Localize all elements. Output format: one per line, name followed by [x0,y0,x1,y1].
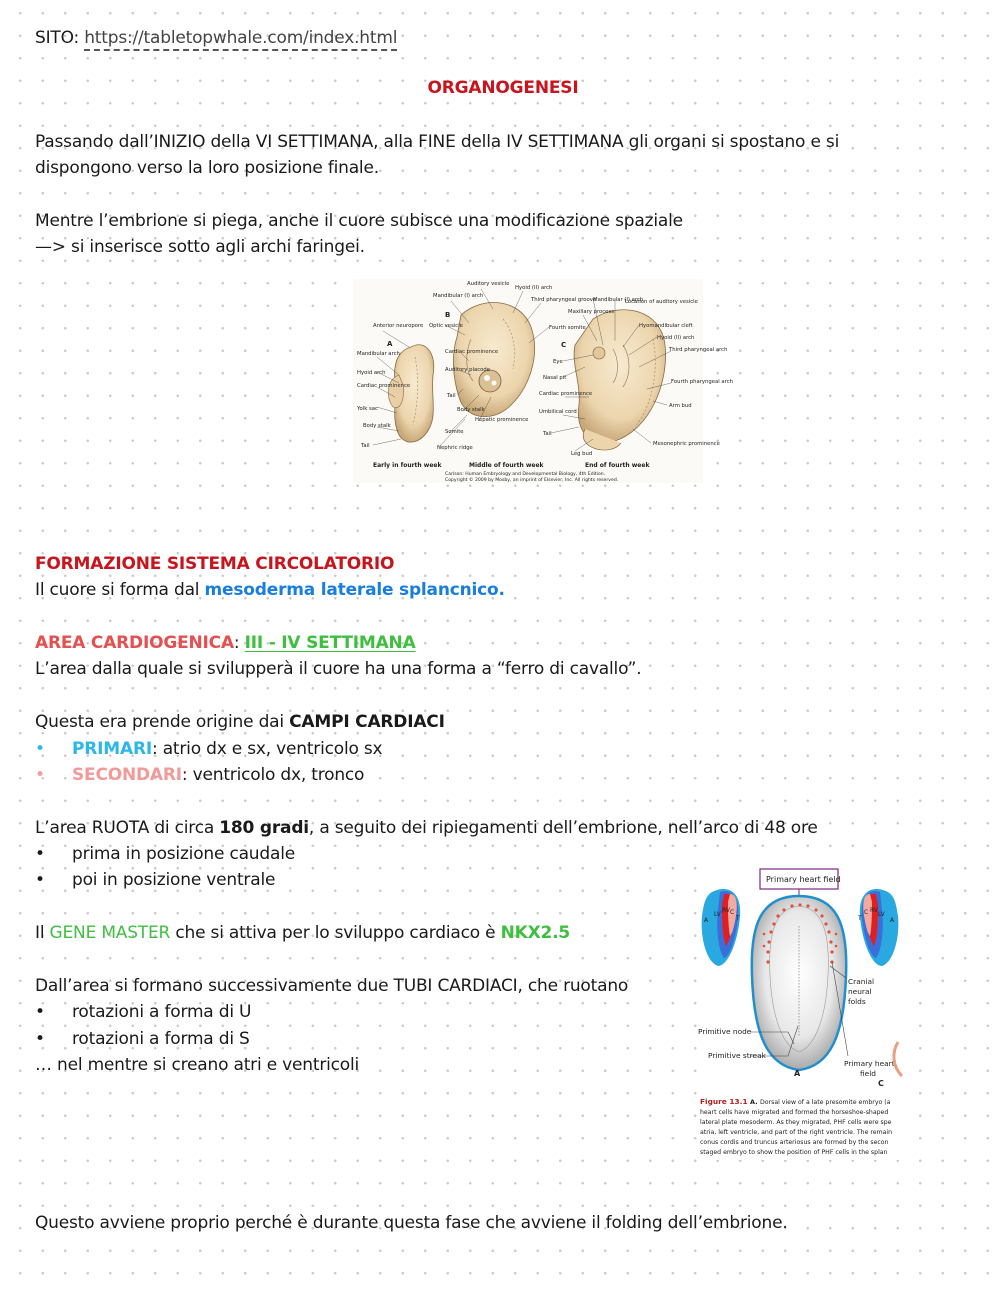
circ-origin-text: Il cuore si forma dal [35,580,205,600]
label-b-0: Mandibular (I) arch [433,293,484,299]
cranial-label-3: folds [848,997,866,1006]
label-a-3: Cardiac prominence [357,383,411,389]
gene-line [35,922,570,944]
heart-field-figure [698,866,902,1160]
intro-paragraph-2a: Mentre l’embrione si piega, anche il cuore subisce una modificazione spaziale [35,211,683,231]
cranial-label-1: Cranial [848,977,875,986]
rotation-text-b: , a seguito dei ripiegamenti dell’embrione, nell’arco di 48 ore [308,818,818,838]
intro-paragraph-1b: dispongono verso la loro posizione finale. [35,158,379,178]
rotation-bold: 180 gradi [219,818,309,838]
label-b-7: Fourth somite [549,325,586,331]
tubes-intro: Dall’area si formano successivamente due TUBI CARDIACI, che ruotano [35,976,629,996]
figure1-caption-1: Carlson: Human Embryology and Developmental Biology, 4th Edition. [445,472,606,477]
intro-paragraph-1a: Passando dall’INIZIO della VI SETTIMANA, alla FINE della IV SETTIMANA gli organi si spostano e si [35,132,840,152]
left-t-label: T [736,915,740,922]
figure2-caption-line-1: heart cells have migrated and formed the horseshoe-shaped [700,1109,889,1116]
site-label: SITO: [35,28,79,48]
page-title: ORGANOGENESI [427,78,579,98]
bullet-tubes-1: • [35,1002,45,1022]
label-c-14: Leg bud [571,451,593,457]
gene-text-a: Il [35,923,50,943]
figure2-caption-line-2: lateral plate mesoderm. As they migrated, PHF cells were spe [700,1119,892,1126]
label-c-4: Hyoid (II) arch [657,335,695,341]
primitive-node-label: Primitive node [698,1027,752,1036]
tubes-item-1-text: rotazioni a forma di U [72,1002,252,1022]
label-a-1: Mandibular arch [357,351,400,357]
circ-origin-bold: mesoderma laterale splancnico. [204,580,505,600]
figure2-caption-line-5: staged embryo to show the position of PHF cells in the splan [700,1149,888,1156]
secondari-label: SECONDARI [72,765,182,785]
label-b-10: Hepatic prominence [475,417,529,423]
phf-label-2: field [860,1069,876,1078]
label-c-3: Hyomandibular cleft [639,323,693,329]
label-c-8: Fourth pharyngeal arch [671,379,733,385]
tubes-item-2-text: rotazioni a forma di S [72,1029,250,1049]
label-c-11: Umbilical cord [539,409,577,415]
bullet-tubes-2: • [35,1029,45,1049]
gene-text-b: che si attiva per lo sviluppo cardiaco è [170,923,501,943]
primari-text: : atrio dx e sx, ventricolo sx [151,739,383,759]
label-b-3: Optic vesicle [429,323,463,329]
label-c-10: Arm bud [669,403,692,409]
right-t-label: T [858,915,862,922]
label-a-4: Yolk sac [357,406,378,412]
site-link[interactable]: https://tabletopwhale.com/index.html [84,28,397,51]
rotation-item-2 [35,869,275,891]
label-a-5: Body stalk [363,423,391,429]
rotation-item-2-text: poi in posizione ventrale [72,870,276,890]
letter-a-label: A [794,1069,801,1078]
right-lv-label: LV [878,911,885,918]
label-b-12: Nephric ridge [437,445,473,451]
label-b-9: Body stalk [457,407,485,413]
label-c-1: Location of auditory vesicle [625,299,698,305]
figure2-caption-line-4: conus cordis and truncus arteriosus are formed by the secon [700,1139,889,1146]
right-rv-label: RV [870,907,878,914]
gene-name: NKX2.5 [500,923,571,943]
label-b-2: Hyoid (II) arch [515,285,553,291]
embryo-c-drawing [574,310,666,450]
label-b-6: Auditory placode [445,367,490,373]
label-c-5: Third pharyngeal arch [669,347,728,353]
label-a-6: Tail [361,443,370,449]
right-a-label: A [890,917,895,924]
primari-label: PRIMARI [72,739,152,759]
embryo-a-drawing [388,345,434,442]
left-heart-field-colors [702,889,741,966]
circ-origin [35,579,505,601]
label-c-6: Eye [553,359,563,365]
left-rv-label: RV [722,907,730,914]
campi-intro-text: Questa era prende origine dai [35,712,290,732]
label-c-13: Mesonephric prominence [653,441,720,447]
label-b-4: Third pharyngeal groove [531,297,597,303]
embryo-stages-figure [353,279,733,483]
left-a-label: A [704,917,709,924]
letter-b: B [445,311,451,319]
letter-c: C [561,341,567,349]
label-c-12: Tail [543,431,552,437]
heart-field-illustration [698,866,902,1160]
label-c-9: Cardiac prominence [539,391,593,397]
figure2-caption-line-3: atria, left ventricle, and part of the right ventricle. The remain [700,1129,893,1136]
right-heart-field-colors [860,889,899,966]
stage-label-middle: Middle of fourth week [469,462,544,469]
label-b-8: Tail [447,393,456,399]
left-c-label: C [730,909,735,916]
figure2-caption-line-0: Dorsal view of a late presomite embryo (a [760,1099,891,1106]
area-line [35,632,416,654]
site-line [35,27,397,49]
rotation-text-a: L’area RUOTA di circa [35,818,220,838]
primitive-streak-label: Primitive streak [708,1051,766,1060]
bullet-primari: • [35,739,45,759]
cranial-label-2: neural [848,987,872,996]
stage-label-end: End of fourth week [585,462,650,469]
closing-sentence: Questo avviene proprio perché è durante questa fase che avviene il folding dell’embrione. [35,1213,788,1233]
rotation-item-1 [35,843,295,865]
figure2-caption-a: A. [750,1098,758,1106]
label-a-0: Anterior neuropore [373,323,424,329]
embryo-stages-illustration [353,279,733,483]
label-c-7: Nasal pit [543,375,567,381]
right-c-label: C [864,909,869,916]
stage-label-early: Early in fourth week [373,462,442,469]
bullet-secondari: • [35,765,45,785]
label-b-11: Somite [445,429,464,435]
label-b-5: Cardiac prominence [445,349,499,355]
rotation-line [35,817,818,839]
intro-paragraph-2b: —> si inserisce sotto agli archi faringei. [35,237,365,257]
campi-secondari [35,764,364,786]
figure2-caption-title: Figure 13.1 [700,1097,748,1106]
letter-a: A [387,340,393,348]
area-weeks: III - IV SETTIMANA [244,633,416,653]
label-b-1: Auditory vesicle [467,281,510,287]
label-a-2: Hyoid arch [357,370,386,376]
tubes-item-1 [35,1001,251,1023]
figure1-caption-2: Copyright © 2009 by Mosby, an imprint of Elsevier, Inc. All rights reserved. [445,478,619,483]
phf-label-1: Primary heart [844,1059,895,1068]
label-c-2: Maxillary process [568,309,614,315]
campi-primari [35,738,382,760]
bullet-rotation-1: • [35,844,45,864]
bullet-rotation-2: • [35,870,45,890]
campi-intro-bold: CAMPI CARDIACI [289,712,445,732]
secondari-text: : ventricolo dx, tronco [181,765,365,785]
campi-intro [35,711,445,733]
label-c-0: Mandibular (I) arch [593,297,644,303]
circ-heading: FORMAZIONE SISTEMA CIRCOLATORIO [35,554,395,574]
tubes-after: … nel mentre si creano atri e ventricoli [35,1055,360,1075]
area-shape: L’area dalla quale si svilupperà il cuore ha una forma a “ferro di cavallo”. [35,659,642,679]
primary-heart-field-label: Primary heart field [766,875,841,884]
tubes-item-2 [35,1028,250,1050]
area-sep: : [233,633,245,653]
letter-c-label: C [878,1079,884,1088]
area-label: AREA CARDIOGENICA [35,633,234,653]
rotation-item-1-text: prima in posizione caudale [72,844,295,864]
embryo-b-drawing [453,303,534,417]
left-lv-label: LV [714,911,721,918]
gene-label: GENE MASTER [49,923,171,943]
